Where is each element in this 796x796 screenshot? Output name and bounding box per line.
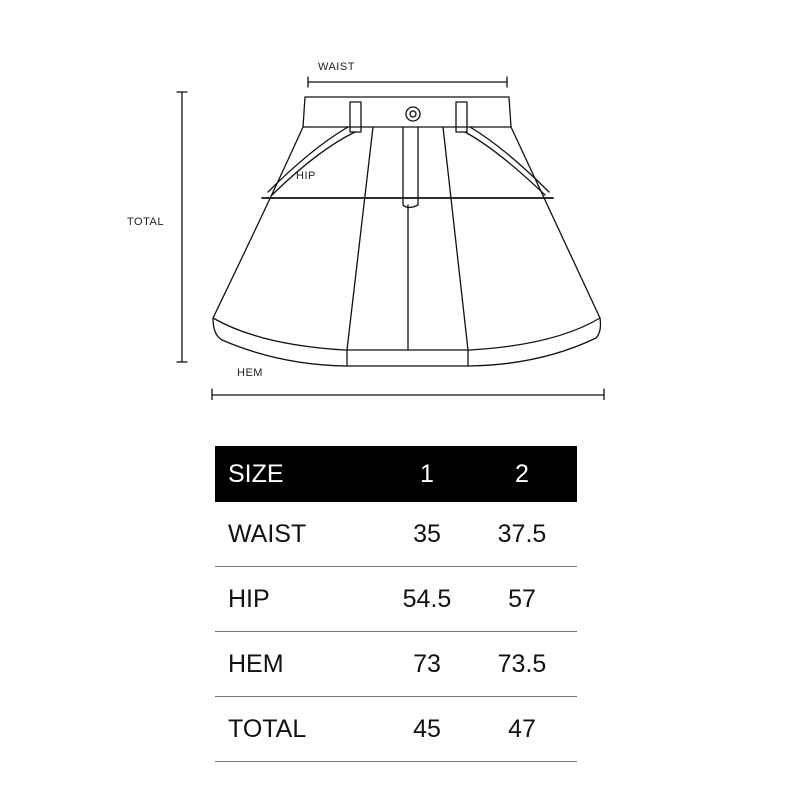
table-row-total — [215, 697, 577, 762]
skirt-body — [213, 127, 600, 350]
row-label: TOTAL — [228, 714, 307, 743]
button — [406, 107, 420, 121]
row-value-size-2: 73.5 — [497, 649, 547, 678]
size-header-2: 2 — [515, 459, 529, 488]
table-row-waist — [215, 502, 577, 567]
waist-label: WAIST — [318, 61, 355, 73]
row-value-size-2: 57 — [508, 584, 536, 613]
row-value-size-2: 37.5 — [497, 519, 547, 548]
table-row-hem — [215, 632, 577, 697]
size-header-label: SIZE — [228, 459, 284, 488]
table-header — [215, 446, 577, 502]
hip-label: HIP — [296, 170, 316, 182]
row-value-size-1: 73 — [413, 649, 441, 678]
row-label: HIP — [228, 584, 270, 613]
row-value-size-2: 47 — [508, 714, 536, 743]
total-label: TOTAL — [127, 216, 164, 228]
row-value-size-1: 54.5 — [402, 584, 452, 613]
size-table — [215, 446, 577, 762]
row-value-size-1: 45 — [413, 714, 441, 743]
table-row-hip — [215, 567, 577, 632]
waistband — [303, 97, 511, 127]
hem-label: HEM — [237, 367, 263, 379]
row-value-size-1: 35 — [413, 519, 441, 548]
size-header-1: 1 — [420, 459, 434, 488]
row-label: WAIST — [228, 519, 307, 548]
row-label: HEM — [228, 649, 284, 678]
